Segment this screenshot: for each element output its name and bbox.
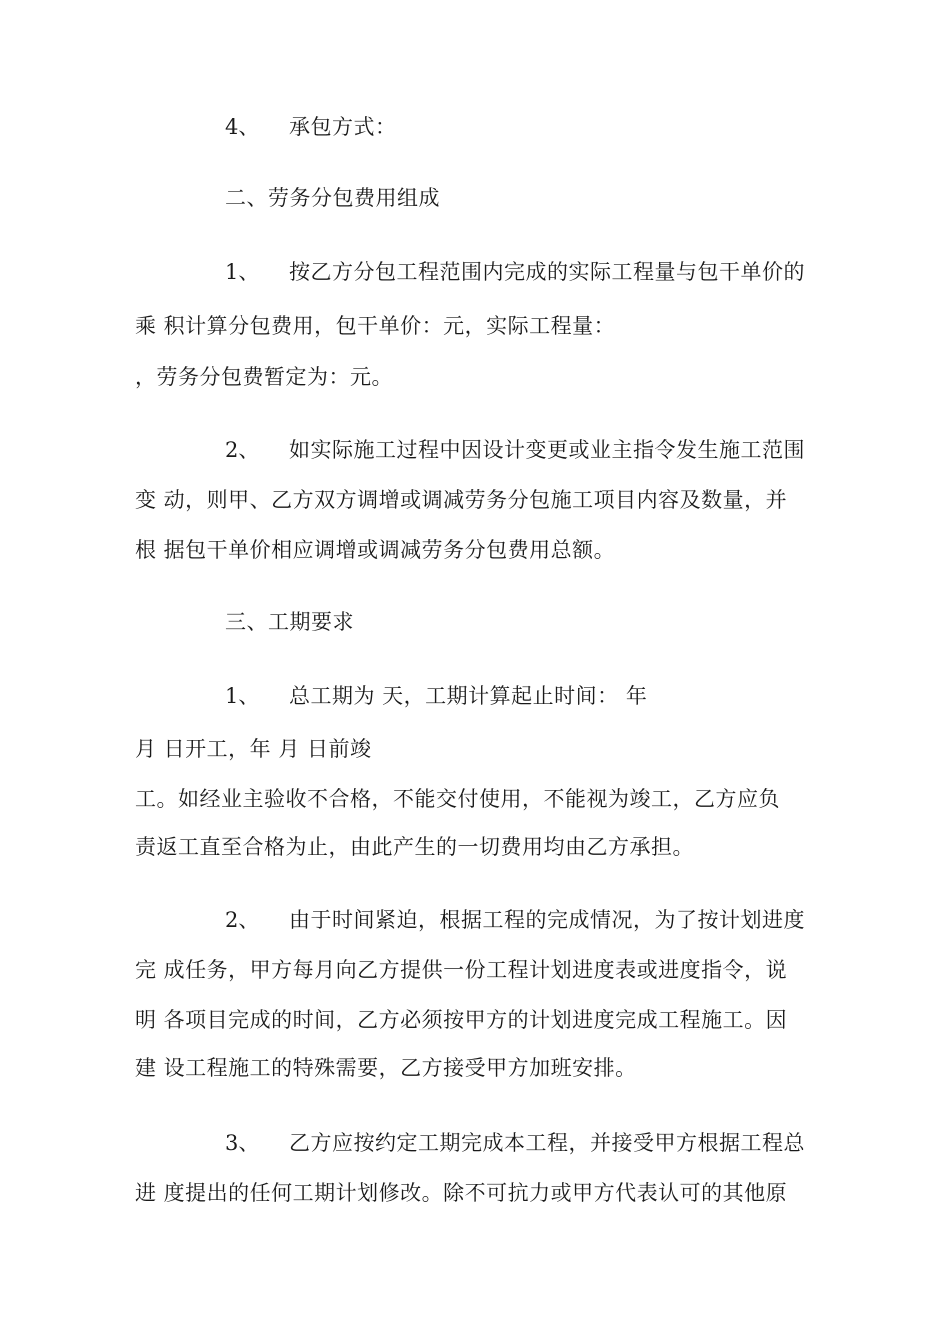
item-4-text: 承包方式： (289, 115, 397, 139)
period-2-number: 2、 (225, 908, 260, 932)
period-3-line-2: 进 度提出的任何工期计划修改。除不可抗力或甲方代表认可的其他原 (135, 1181, 788, 1205)
period-1-line-2: 月 日开工，年 月 日前竣 (135, 737, 372, 761)
fee-2-line-3: 根 据包干单价相应调增或调减劳务分包费用总额。 (135, 538, 616, 562)
section-3-heading: 三、工期要求 (225, 610, 354, 634)
period-2-line-4: 建 设工程施工的特殊需要，乙方接受甲方加班安排。 (135, 1056, 637, 1080)
period-2-line-3: 明 各项目完成的时间，乙方必须按甲方的计划进度完成工程施工。因 (135, 1008, 788, 1032)
period-3-number: 3、 (225, 1131, 260, 1155)
fee-1-number: 1、 (225, 260, 260, 284)
period-1-line-1: 总工期为 天，工期计算起止时间： 年 (289, 684, 648, 708)
fee-1-line-2: 乘 积计算分包费用，包干单价：元，实际工程量： (135, 314, 616, 338)
fee-1-line-3: ，劳务分包费暂定为：元。 (135, 365, 393, 389)
period-1-number: 1、 (225, 684, 260, 708)
fee-2-line-2: 变 动，则甲、乙方双方调增或调减劳务分包施工项目内容及数量，并 (135, 488, 788, 512)
period-1-line-4: 责返工直至合格为止，由此产生的一切费用均由乙方承担。 (135, 835, 694, 859)
period-2-line-1: 由于时间紧迫，根据工程的完成情况，为了按计划进度 (289, 908, 805, 932)
section-2-heading: 二、劳务分包费用组成 (225, 186, 440, 210)
period-3-line-1: 乙方应按约定工期完成本工程，并接受甲方根据工程总 (289, 1131, 805, 1155)
period-1-line-3: 工。如经业主验收不合格，不能交付使用，不能视为竣工，乙方应负 (135, 787, 780, 811)
fee-2-number: 2、 (225, 438, 260, 462)
fee-2-line-1: 如实际施工过程中因设计变更或业主指令发生施工范围 (289, 438, 805, 462)
fee-1-line-1: 按乙方分包工程范围内完成的实际工程量与包干单价的 (289, 260, 805, 284)
item-4-number: 4、 (225, 115, 260, 139)
period-2-line-2: 完 成任务，甲方每月向乙方提供一份工程计划进度表或进度指令，说 (135, 958, 788, 982)
